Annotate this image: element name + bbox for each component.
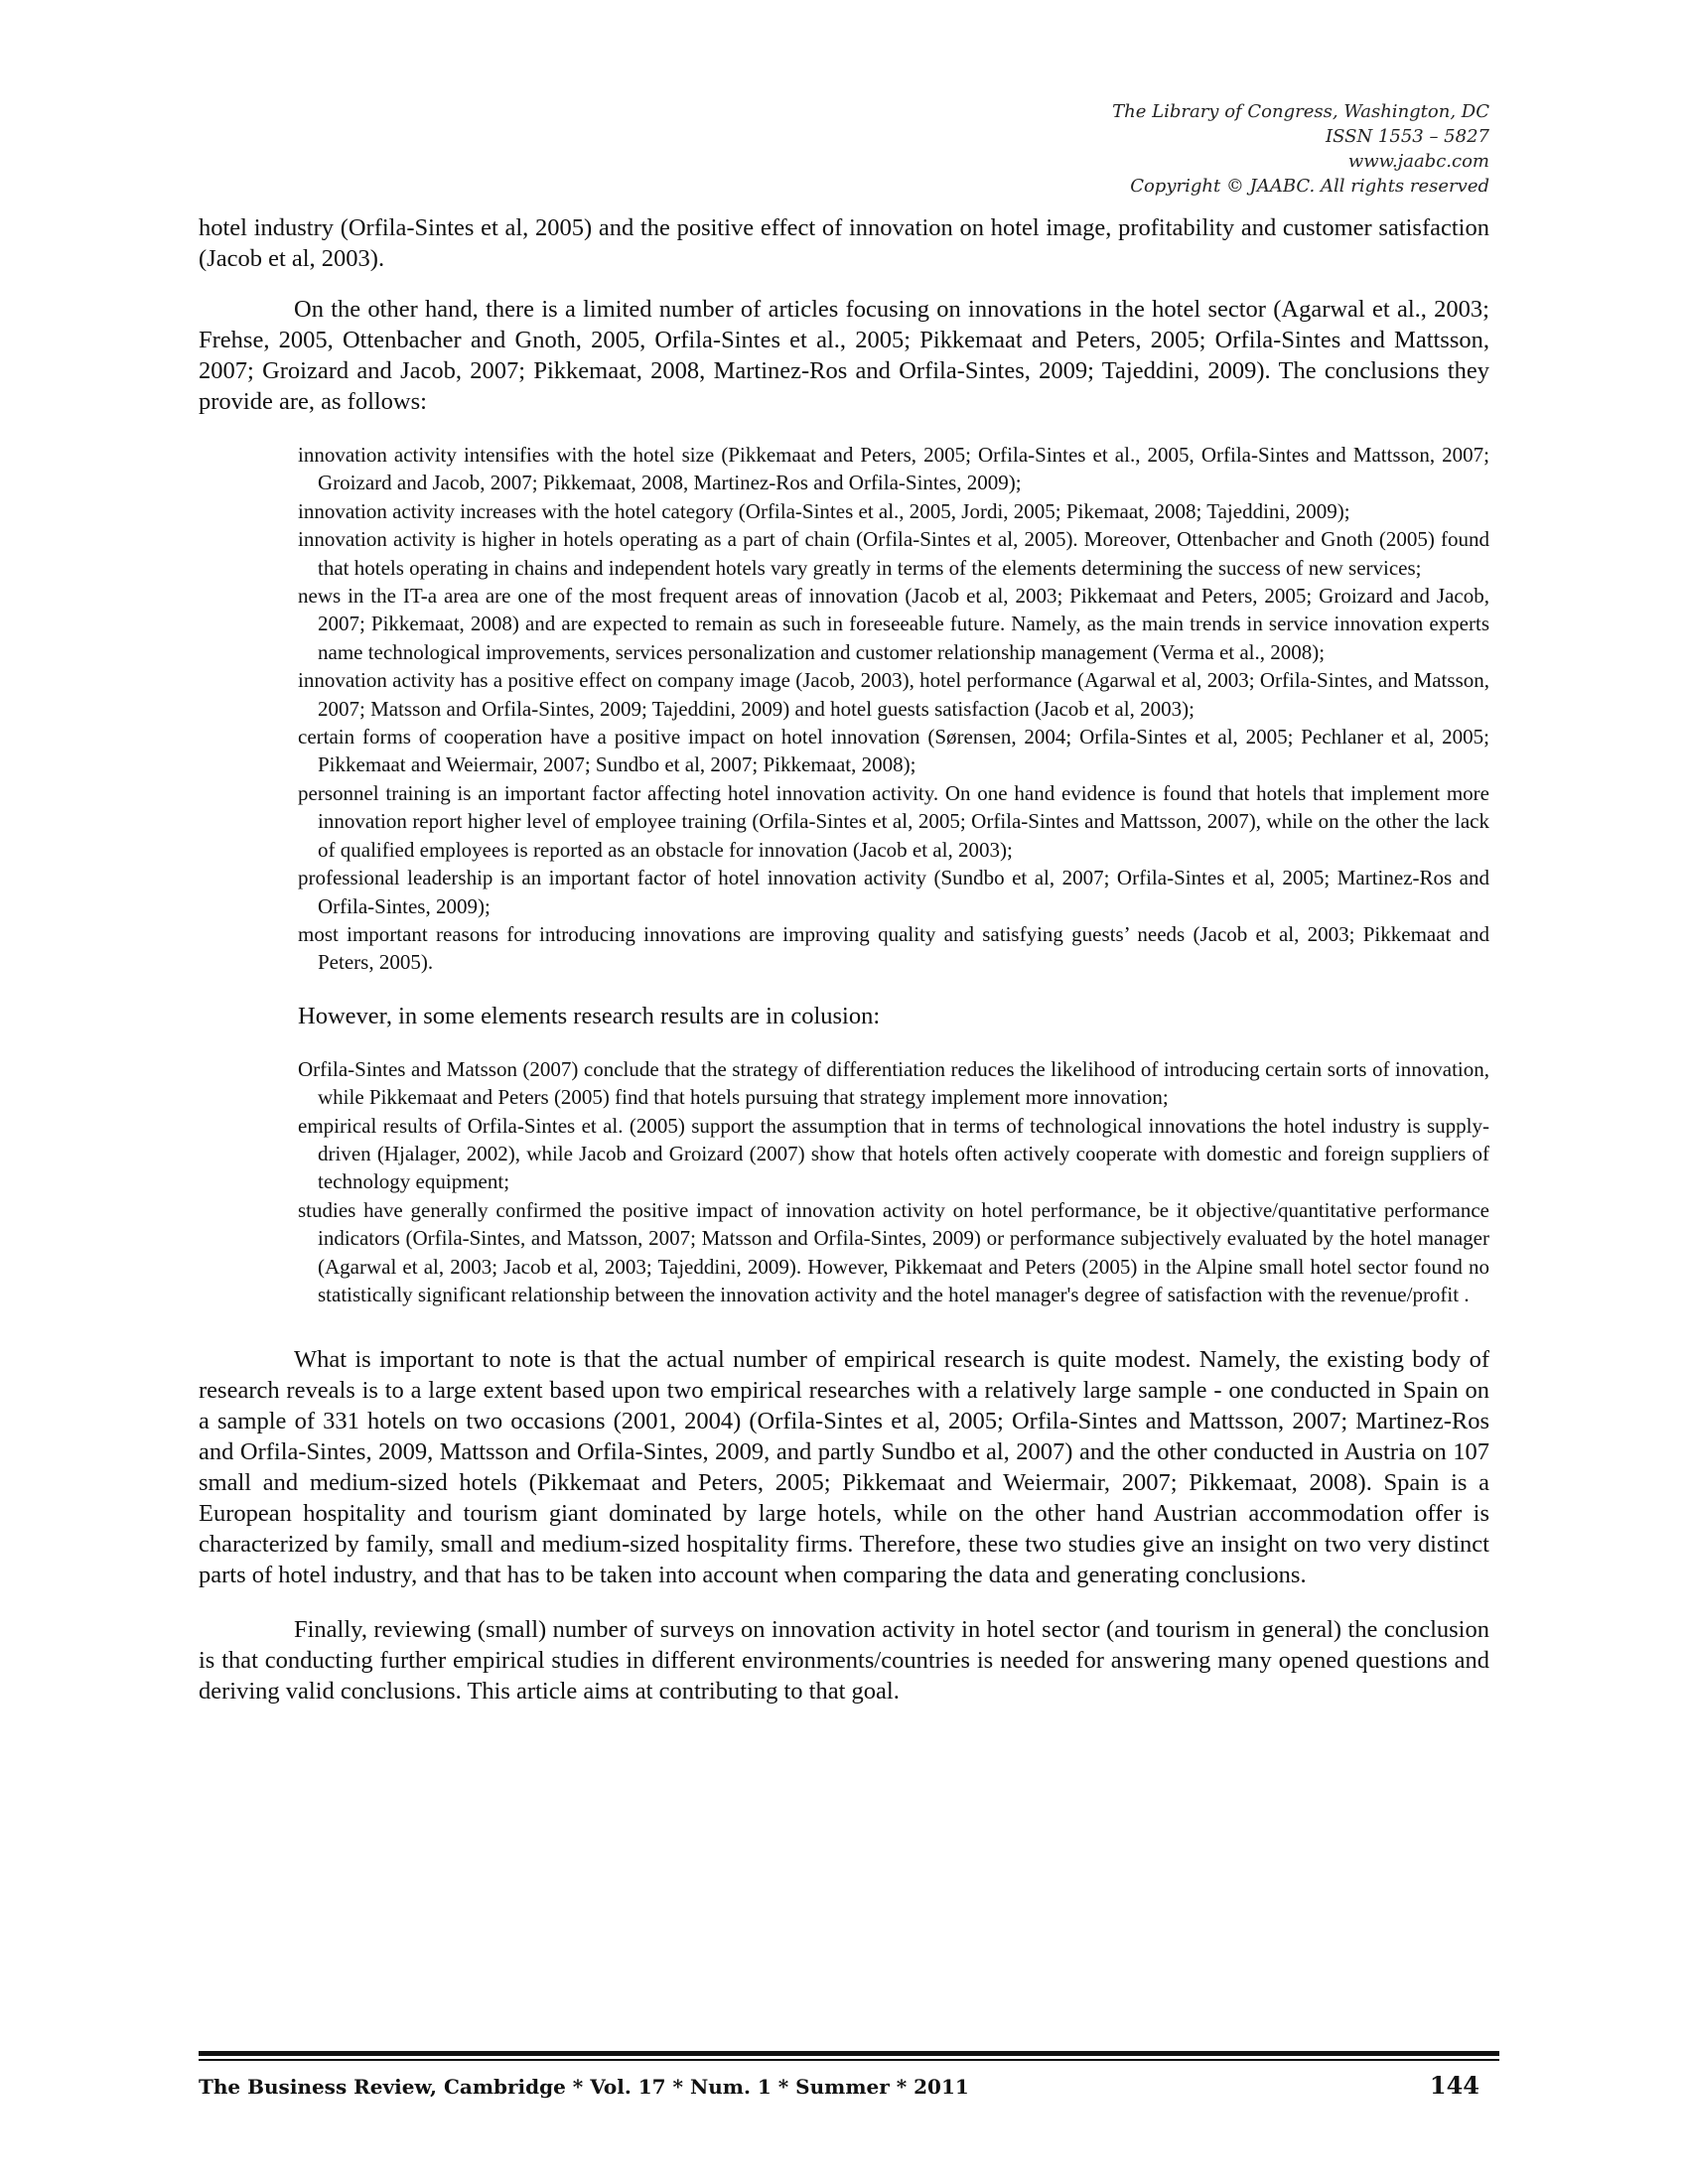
journal-citation: The Business Review, Cambridge * Vol. 17 * Num. 1 * Summer * 2011 bbox=[199, 2075, 969, 2099]
collusions-list bbox=[199, 1055, 1489, 1309]
list-item: most important reasons for introducing innovations are improving quality and satisfying guests’ needs (Jacob et al, 2003; Pikkemaat and Peters, 2005). bbox=[298, 921, 1489, 975]
paragraph-empirical-research: What is important to note is that the actual number of empirical research is quite modest. Namely, the existing body of research reveals is to a large extent based upon two empirical researches with a relatively large sample - one conducted in Spain on a sample of 331 hotels on two occasions (2001, 2004) (Orfila-Sintes et al, 2005; Orfila-Sintes and Mattsson, 2007; Martinez-Ros and Orfila-Sintes, 2009, Mattsson and Orfila-Sintes, 2009, and partly Sundbo et al, 2007) and the other conducted in Austria on 107 small and medium-sized hotels (Pikkemaat and Peters, 2005; Pikkemaat and Weiermair, 2007; Pikkemaat, 2008). Spain is a European hospitality and tourism giant dominated by large hotels, while on the other hand Austrian accommodation offer is characterized by family, small and medium-sized hospitality firms. Therefore, these two studies give an insight on two very distinct parts of hotel industry, and that has to be taken into account when comparing the data and generating conclusions. bbox=[199, 1346, 1489, 1589]
masthead-library: The Library of Congress, Washington, DC bbox=[1112, 101, 1489, 122]
list-item: innovation activity is higher in hotels operating as a part of chain (Orfila-Sintes et al, 2005). Moreover, Ottenbacher and Gnoth (2005) found that hotels operating in chains and independent hotels vary greatly in terms of the elements determining the success of new services; bbox=[298, 527, 1489, 580]
footer-rule-thick bbox=[199, 2051, 1499, 2056]
masthead-issn: ISSN 1553 – 5827 bbox=[1326, 126, 1489, 147]
list-item: innovation activity intensifies with the hotel size (Pikkemaat and Peters, 2005; Orfila-Sintes et al., 2005, Orfila-Sintes and Mattsson, 2007; Groizard and Jacob, 2007; Pikkemaat, 2008, Martinez-Ros and Orfila-Sintes, 2009); bbox=[298, 443, 1489, 495]
paragraph-conclusion: Finally, reviewing (small) number of surveys on innovation activity in hotel sector (and tourism in general) the conclusion is that conducting further empirical studies in different environments/countries is needed for answering many opened questions and deriving valid conclusions. This article aims at contributing to that goal. bbox=[199, 1616, 1489, 1706]
page-footer bbox=[199, 2051, 1499, 2100]
list-item: personnel training is an important factor affecting hotel innovation activity. On one hand evidence is found that hotels that implement more innovation report higher level of employee training (Orfila-Sintes et al, 2005; Orfila-Sintes and Mattsson, 2007), while on the other the lack of qualified employees is reported as an obstacle for innovation (Jacob et al, 2003); bbox=[298, 780, 1489, 862]
footer-row bbox=[199, 2071, 1499, 2100]
footer-rule-thin bbox=[199, 2059, 1499, 2061]
paragraph-however: However, in some elements research results are in colusion: bbox=[298, 1002, 881, 1029]
masthead bbox=[894, 99, 1489, 199]
list-item: empirical results of Orfila-Sintes et al. (2005) support the assumption that in terms of technological innovations the hotel industry is supply-driven (Hjalager, 2002), while Jacob and Groizard (2007) show that hotels often actively cooperate with domestic and foreign suppliers of technology equipment; bbox=[298, 1113, 1489, 1194]
list-item: news in the IT-a area are one of the most frequent areas of innovation (Jacob et al, 2003; Pikkemaat and Peters, 2005; Groizard and Jacob, 2007; Pikkemaat, 2008) and are expected to remain as such in foreseeable future. Namely, as the main trends in service innovation experts name technological improvements, services personalization and customer relationship management (Verma et al., 2008); bbox=[298, 584, 1489, 664]
list-item: studies have generally confirmed the positive impact of innovation activity on hotel performance, be it objective/quantitative performance indicators (Orfila-Sintes, and Matsson, 2007; Matsson and Orfila-Sintes, 2009) or performance subjectively evaluated by the hotel manager (Agarwal et al, 2003; Jacob et al, 2003; Tajeddini, 2009). However, Pikkemaat and Peters (2005) in the Alpine small hotel sector found no statistically significant relationship between the innovation activity and the hotel manager's degree of satisfaction with the revenue/profit . bbox=[298, 1197, 1489, 1306]
masthead-website: www.jaabc.com bbox=[1347, 151, 1489, 172]
list-item: innovation activity has a positive effect on company image (Jacob, 2003), hotel performance (Agarwal et al, 2003; Orfila-Sintes, and Matsson, 2007; Matsson and Orfila-Sintes, 2009; Tajeddini, 2009) and hotel guests satisfaction (Jacob et al, 2003); bbox=[298, 668, 1489, 721]
list-item: certain forms of cooperation have a positive impact on hotel innovation (Sørensen, 2004; Orfila-Sintes et al, 2005; Pechlaner et al, 2005; Pikkemaat and Weiermair, 2007; Sundbo et al, 2007; Pikkemaat, 2008); bbox=[298, 725, 1489, 777]
conclusions-list bbox=[199, 441, 1489, 977]
list-item: professional leadership is an important factor of hotel innovation activity (Sundbo et al, 2007; Orfila-Sintes et al, 2005; Martinez-Ros and Orfila-Sintes, 2009); bbox=[298, 866, 1489, 918]
paragraph-limited-articles: On the other hand, there is a limited number of articles focusing on innovations in the hotel sector (Agarwal et al., 2003; Frehse, 2005, Ottenbacher and Gnoth, 2005, Orfila-Sintes et al., 2005; Pikkemaat and Peters, 2005; Orfila-Sintes and Mattsson, 2007; Groizard and Jacob, 2007; Pikkemaat, 2008, Martinez-Ros and Orfila-Sintes, 2009; Tajeddini, 2009). The conclusions they provide are, as follows: bbox=[199, 296, 1489, 415]
list-item: innovation activity increases with the hotel category (Orfila-Sintes et al., 2005, Jordi, 2005; Pikemaat, 2008; Tajeddini, 2009); bbox=[298, 498, 1350, 523]
list-item: Orfila-Sintes and Matsson (2007) conclude that the strategy of differentiation reduces the likelihood of introducing certain sorts of innovation, while Pikkemaat and Peters (2005) find that hotels pursuing that strategy implement more innovation; bbox=[298, 1056, 1489, 1110]
masthead-copyright: Copyright © JAABC. All rights reserved bbox=[1130, 176, 1489, 197]
paragraph-continuation: hotel industry (Orfila-Sintes et al, 2005) and the positive effect of innovation on hotel image, profitability and customer satisfaction (Jacob et al, 2003). bbox=[199, 214, 1489, 272]
article-body bbox=[199, 212, 1489, 1730]
page-number: 144 bbox=[1429, 2071, 1479, 2100]
